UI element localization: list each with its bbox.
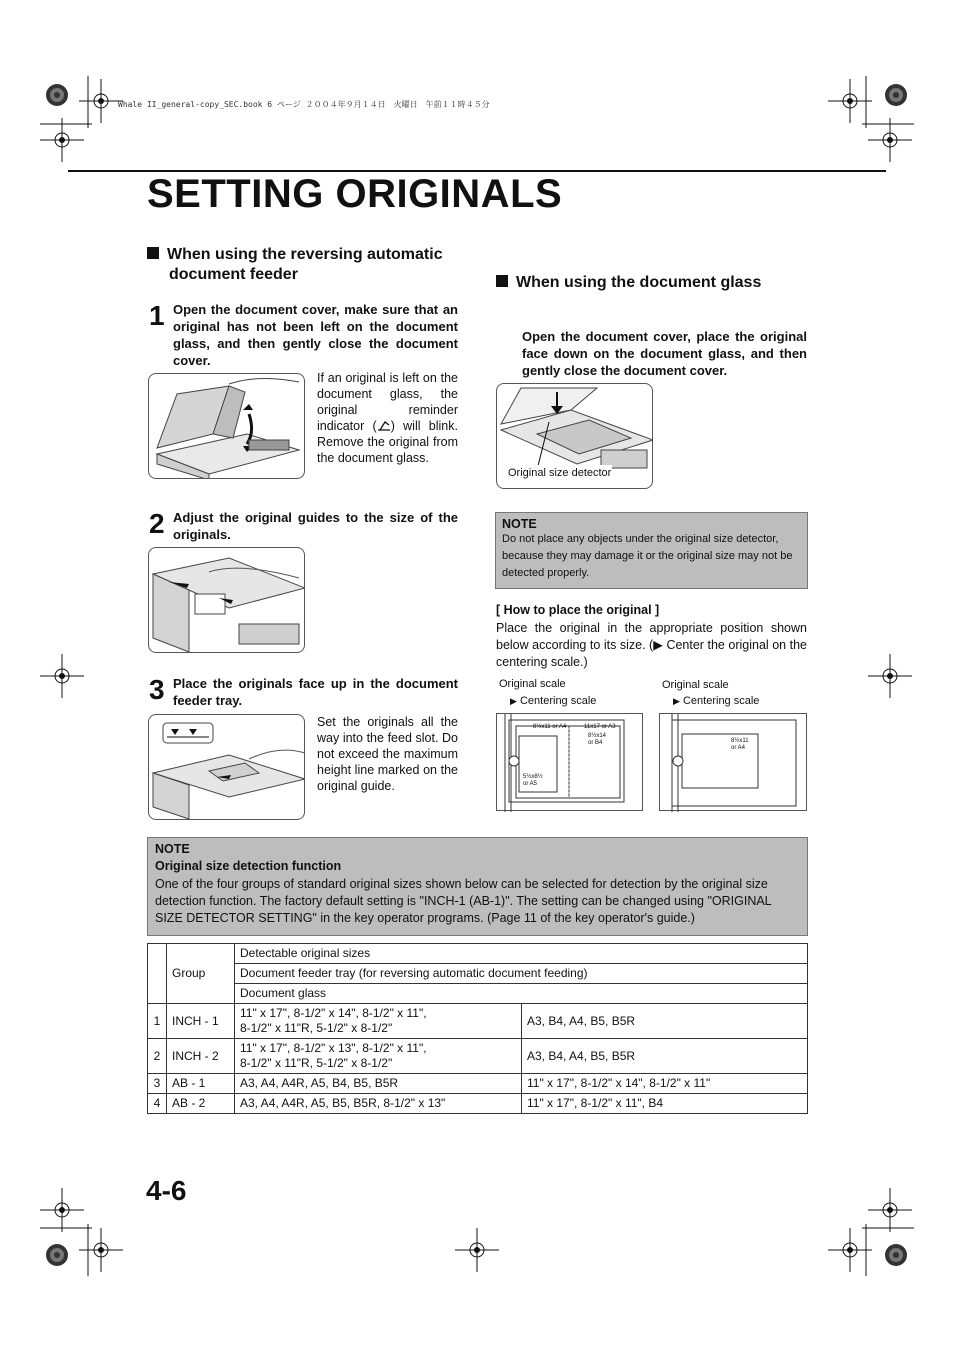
table-header-row	[148, 984, 808, 1004]
scale-right-centering-text: Centering scale	[682, 695, 760, 707]
scale-left-label-b: 11x17 or A3	[584, 724, 616, 730]
scale-left-centering-text: Centering scale	[519, 695, 597, 707]
row-feeder-line1: 11" x 17", 8-1/2" x 14", 8-1/2" x 11",	[240, 1006, 427, 1020]
table-row	[148, 1039, 808, 1074]
row-glass: A3, B4, A4, B5, B5R	[522, 1039, 808, 1074]
row-glass: A3, B4, A4, B5, B5R	[522, 1004, 808, 1039]
how-to-place-title: [ How to place the original ]	[496, 603, 660, 617]
step-1-number: 1	[149, 300, 165, 331]
adf-heading-line1: When using the reversing automatic	[167, 246, 443, 263]
row-group: AB - 2	[167, 1094, 235, 1114]
row-feeder: A3, A4, A4R, A5, B4, B5, B5R	[235, 1074, 522, 1094]
glass-heading: When using the document glass	[516, 274, 762, 291]
table-header-row	[148, 944, 808, 964]
step-1-side-text-a: If an original is left on the document glass, the original reminder indicator (	[317, 371, 458, 433]
scale-diagram-left	[496, 713, 643, 811]
row-feeder-line2: 8-1/2" x 11"R, 5-1/2" x 8-1/2"	[240, 1056, 393, 1070]
step-1-side-text	[317, 370, 458, 466]
step-3-number: 3	[149, 674, 165, 705]
detection-note-text: One of the four groups of standard original sizes shown below can be selected for detection by the original size detection function. The factory default setting is "INCH-1 (AB-1)". The setting can be changed using "ORIGINAL SIZE DETECTOR SETTING" in the key operator programs. (Page 11 of the key operator's guide.)	[155, 877, 772, 925]
illustration-adjust-guides	[148, 547, 305, 653]
how-to-text-b: Center the original on the centering scale.)	[496, 638, 807, 669]
glass-section-heading	[496, 273, 816, 293]
glass-note-label: NOTE	[502, 517, 537, 531]
step-1-side-text-b: ) will blink. Remove the original from the document glass.	[317, 419, 458, 465]
dashed-divider	[240, 983, 713, 984]
row-group: INCH - 2	[167, 1039, 235, 1074]
scale-right-original-label: Original scale	[662, 679, 729, 691]
row-feeder	[235, 1039, 522, 1074]
detection-note-subtitle: Original size detection function	[155, 859, 342, 873]
detection-note-box	[147, 837, 808, 936]
row-feeder-line1: 11" x 17", 8-1/2" x 13", 8-1/2" x 11",	[240, 1041, 427, 1055]
scale-left-label-a: 8½x11 or A4	[533, 724, 567, 730]
glass-note-box	[495, 512, 808, 589]
glass-instruction: Open the document cover, place the original face down on the document glass, and then gently close the document cover.	[522, 329, 807, 378]
table-header-row	[148, 964, 808, 984]
illustration-close-document-cover	[148, 373, 305, 479]
square-bullet-icon	[496, 275, 508, 287]
row-num: 3	[148, 1074, 167, 1094]
detection-note-label: NOTE	[155, 842, 190, 856]
table-row	[148, 1074, 808, 1094]
row-feeder	[235, 1004, 522, 1039]
table-header-feeder: Document feeder tray (for reversing automatic document feeding)	[235, 964, 808, 984]
page-title: SETTING ORIGINALS	[147, 172, 563, 216]
row-group: AB - 1	[167, 1074, 235, 1094]
pointer-triangle-icon: ▶	[653, 638, 663, 652]
pointer-triangle-icon: ▶	[510, 696, 517, 706]
scale-left-label-d: 5½x8½ or A5	[523, 774, 543, 787]
table-header-detectable: Detectable original sizes	[235, 944, 808, 964]
scale-right-centering-label	[673, 695, 759, 707]
adf-heading-line2: document feeder	[169, 266, 298, 283]
detectable-sizes-table	[147, 943, 808, 1114]
illustration-load-feeder-tray	[148, 714, 305, 820]
book-file-info: Whale II_general-copy_SEC.book 6 ページ ２００４年９月１４日 火曜日 午前１１時４５分	[118, 100, 490, 109]
scale-diagram-right	[659, 713, 807, 811]
row-glass: 11" x 17", 8-1/2" x 14", 8-1/2" x 11"	[522, 1074, 808, 1094]
original-size-detector-label: Original size detector	[507, 465, 612, 482]
step-3-text: Place the originals face up in the document feeder tray.	[173, 676, 458, 708]
step-1-text: Open the document cover, make sure that an original has not been left on the document glass, and then gently close the document cover.	[173, 302, 458, 368]
square-bullet-icon	[147, 247, 159, 259]
row-group: INCH - 1	[167, 1004, 235, 1039]
table-row	[148, 1004, 808, 1039]
page-number: 4-6	[146, 1175, 187, 1206]
scale-left-original-label: Original scale	[499, 678, 566, 690]
row-num: 2	[148, 1039, 167, 1074]
row-glass: 11" x 17", 8-1/2" x 11", B4	[522, 1094, 808, 1114]
row-feeder: A3, A4, A4R, A5, B5, B5R, 8-1/2" x 13"	[235, 1094, 522, 1114]
pointer-triangle-icon: ▶	[673, 696, 680, 706]
scale-right-label-b: or A4	[731, 745, 746, 751]
table-header-glass-text: Document glass	[240, 986, 327, 1000]
adf-section-heading	[147, 245, 467, 285]
scale-right-label-a: 8½x11	[731, 738, 749, 744]
scale-left-label-c: 8½x14 or B4	[588, 733, 607, 746]
table-header-group: Group	[167, 944, 235, 1004]
step-2-text: Adjust the original guides to the size of the originals.	[173, 510, 458, 542]
step-3-side-text: Set the originals all the way into the feed slot. Do not exceed the maximum height line marked on the original guide.	[317, 715, 458, 793]
how-to-text-a: Place the original in the appropriate position shown below according to its size. (	[496, 621, 807, 652]
row-feeder-line2: 8-1/2" x 11"R, 5-1/2" x 8-1/2"	[240, 1021, 393, 1035]
original-reminder-icon	[377, 419, 391, 433]
row-num: 1	[148, 1004, 167, 1039]
scale-left-centering-label	[510, 695, 596, 707]
row-num: 4	[148, 1094, 167, 1114]
step-2-number: 2	[149, 508, 165, 539]
table-header-glass	[235, 984, 808, 1004]
how-to-place-text	[496, 620, 807, 671]
table-header-empty	[148, 944, 167, 1004]
table-row	[148, 1094, 808, 1114]
glass-note-text: Do not place any objects under the original size detector, because they may damage it or the original size may not be detected properly.	[502, 533, 793, 579]
illustration-document-glass	[496, 383, 653, 489]
